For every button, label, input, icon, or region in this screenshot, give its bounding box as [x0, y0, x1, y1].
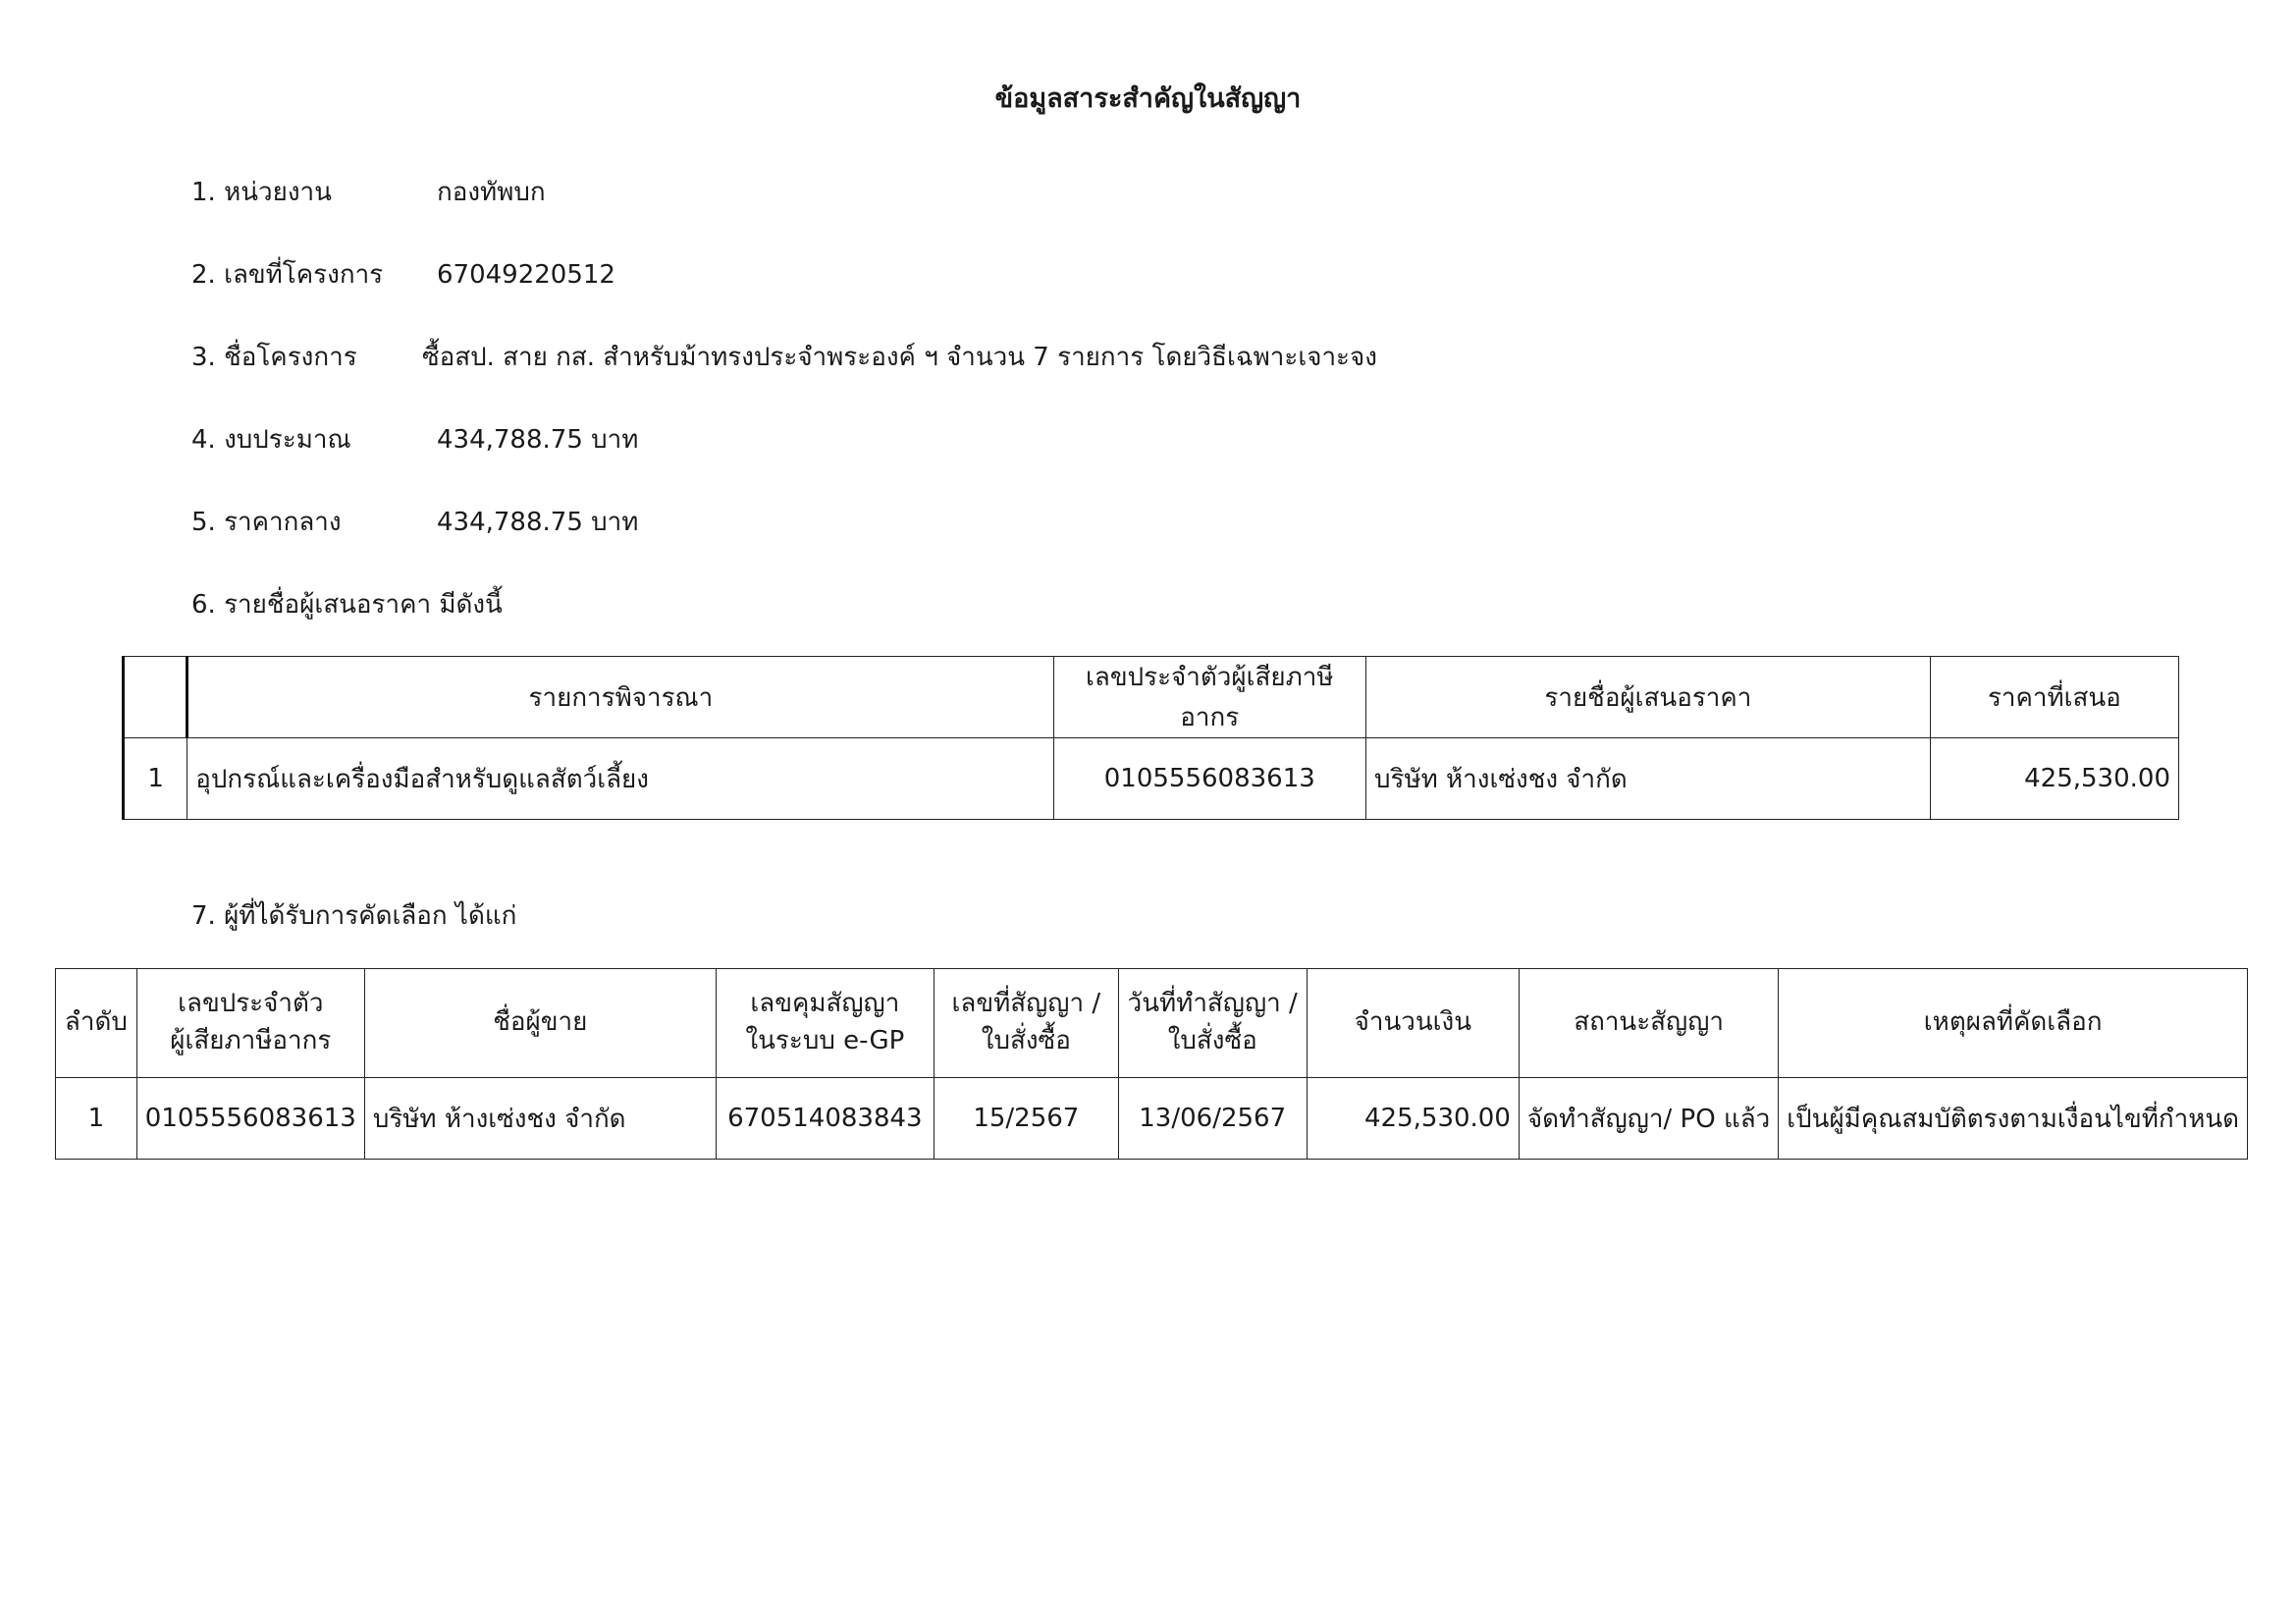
- info-label: 2. เลขที่โครงการ: [191, 260, 384, 290]
- info-label: 3. ชื่อโครงการ: [191, 343, 357, 372]
- header-cell: เลขที่สัญญา / ใบสั่งซื้อ: [934, 969, 1118, 1078]
- contract-status: จัดทำสัญญา/ PO แล้ว: [1519, 1078, 1778, 1160]
- info-project-name: [191, 337, 1377, 377]
- contract-date: 13/06/2567: [1118, 1078, 1307, 1160]
- item-name: อุปกรณ์และเครื่องมือสำหรับดูแลสัตว์เลี้ยง: [187, 738, 1053, 820]
- info-value: 67049220512: [437, 260, 615, 290]
- section6-label: 6. รายชื่อผู้เสนอราคา มีดังนี้: [191, 590, 503, 620]
- vendor-name: บริษัท ห้างเซ่งชง จำกัด: [364, 1078, 716, 1160]
- bidders-table: [122, 656, 2179, 820]
- header-cell: วันที่ทำสัญญา / ใบสั่งซื้อ: [1118, 969, 1307, 1078]
- header-cell: [124, 657, 187, 738]
- table-header-row: [124, 657, 2179, 738]
- header-cell: จำนวนเงิน: [1307, 969, 1519, 1078]
- info-agency: [191, 172, 546, 212]
- table-row: [56, 1078, 2248, 1160]
- header-cell: ลำดับ: [56, 969, 137, 1078]
- header-cell: รายชื่อผู้เสนอราคา: [1366, 657, 1931, 738]
- bidder-name: บริษัท ห้างเซ่งชง จำกัด: [1366, 738, 1931, 820]
- info-label: 4. งบประมาณ: [191, 425, 351, 455]
- info-value: กองทัพบก: [437, 178, 546, 207]
- header-cell: เหตุผลที่คัดเลือก: [1779, 969, 2248, 1078]
- row-number: 1: [56, 1078, 137, 1160]
- header-cell: ราคาที่เสนอ: [1930, 657, 2178, 738]
- selection-reason: เป็นผู้มีคุณสมบัติตรงตามเงื่อนไขที่กำหนด: [1779, 1078, 2248, 1160]
- contract-number: 15/2567: [934, 1078, 1118, 1160]
- info-value: ซื้อสป. สาย กส. สำหรับม้าทรงประจำพระองค์ ฯ จำนวน 7 รายการ โดยวิธีเฉพาะเจาะจง: [422, 343, 1377, 372]
- tax-id: 0105556083613: [1053, 738, 1366, 820]
- row-number: 1: [124, 738, 187, 820]
- table-row: [124, 738, 2179, 820]
- header-cell: สถานะสัญญา: [1519, 969, 1778, 1078]
- header-cell: ชื่อผู้ขาย: [364, 969, 716, 1078]
- header-cell: เลขประจำตัว ผู้เสียภาษีอากร: [136, 969, 364, 1078]
- document-title: ข้อมูลสาระสำคัญในสัญญา: [994, 83, 1302, 114]
- bid-price: 425,530.00: [1930, 738, 2178, 820]
- section7-label: 7. ผู้ที่ได้รับการคัดเลือก ได้แก่: [191, 901, 517, 931]
- tax-id: 0105556083613: [136, 1078, 364, 1160]
- header-cell: รายการพิจารณา: [187, 657, 1053, 738]
- info-label: 5. ราคากลาง: [191, 508, 342, 537]
- amount: 425,530.00: [1307, 1078, 1519, 1160]
- header-cell: เลขคุมสัญญา ในระบบ e-GP: [716, 969, 934, 1078]
- info-value: 434,788.75 บาท: [437, 508, 639, 537]
- info-budget: [191, 419, 638, 460]
- info-project-number: [191, 254, 615, 295]
- info-value: 434,788.75 บาท: [437, 425, 639, 455]
- table-header-row: [56, 969, 2248, 1078]
- egp-contract-control-number: 670514083843: [716, 1078, 934, 1160]
- selected-vendor-table: [55, 968, 2248, 1160]
- info-median-price: [191, 502, 638, 542]
- header-cell: เลขประจำตัวผู้เสียภาษีอากร: [1053, 657, 1366, 738]
- info-label: 1. หน่วยงาน: [191, 178, 332, 207]
